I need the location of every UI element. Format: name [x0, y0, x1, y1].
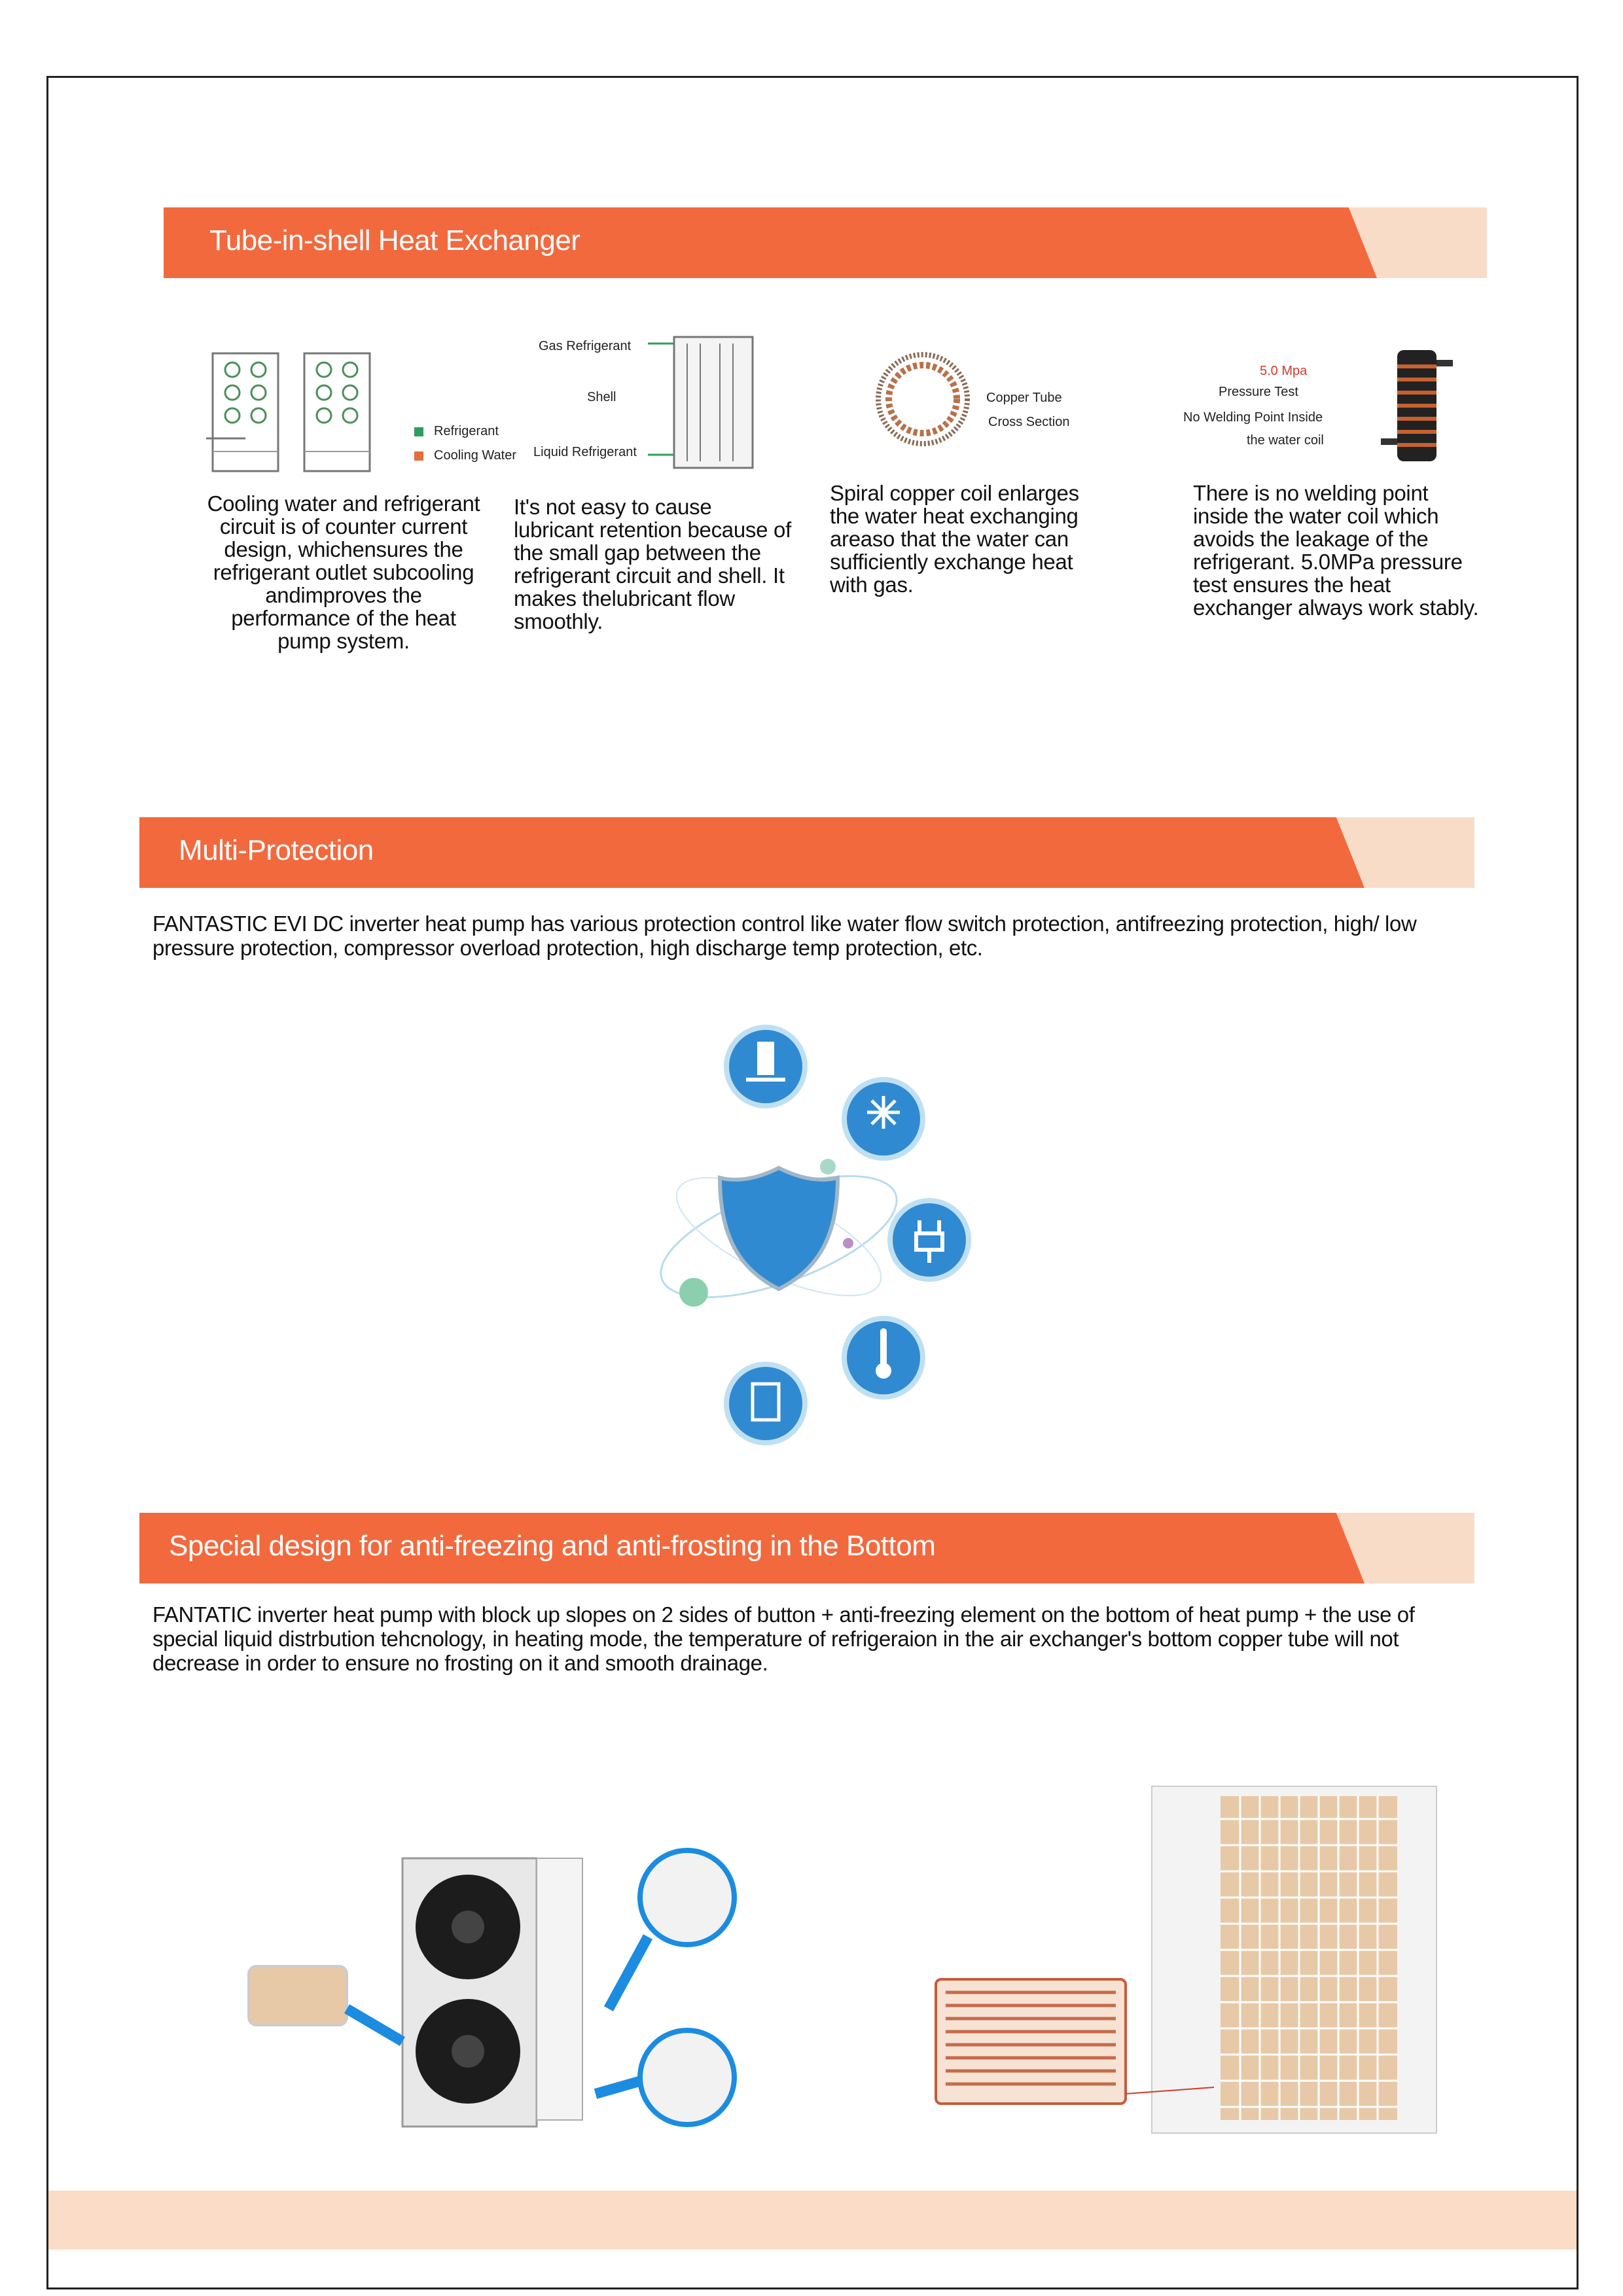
- heat-exchanger-bottom-image: [933, 1780, 1443, 2140]
- caption-lubricant: It's not easy to cause lubricant retention because of the small gap between the refrigerant circuit and shell. It makes thelubricant flow smoothly.: [514, 495, 791, 633]
- legend-swatch: [414, 451, 423, 461]
- label-cross-section: Cross Section: [988, 415, 1070, 429]
- banner-tail: [1330, 207, 1487, 278]
- copper-tube-cross-section: [874, 350, 972, 448]
- section-banner-protection: [139, 817, 1474, 888]
- banner-tail: [1317, 1513, 1474, 1583]
- section-title: Tube-in-shell Heat Exchanger: [209, 224, 580, 256]
- water-coil-image: [1378, 347, 1456, 465]
- legend-cooling-water: Cooling Water: [414, 448, 516, 463]
- shield-icon: [720, 1168, 838, 1289]
- label-gas-refrigerant: Gas Refrigerant: [539, 339, 632, 353]
- antifreeze-body: FANTATIC inverter heat pump with block up slopes on 2 sides of button + anti-freezing element on the bottom of heat pump + the use of special liquid distrbution tehcnology, in heating mode, the temperature of refrigeraion in the air exchanger's bottom copper tube will not decrease in order to ensure no frosting on it and smooth drainage.: [152, 1602, 1415, 1675]
- caption-spiral-coil: Spiral copper coil enlarges the water heat exchanging areaso that the water can sufficiently exchange heat with gas.: [830, 481, 1079, 597]
- label-copper-tube: Copper Tube: [986, 391, 1062, 405]
- banner-tail: [1317, 817, 1474, 888]
- compressor-icon: [726, 1364, 805, 1443]
- caption-counter-current: Cooling water and refrigerant circuit is of counter current design, whichensures the refrigerant outlet subcooling andimproves the performance of the heat pump system.: [207, 491, 480, 653]
- snowflake-icon: [844, 1080, 923, 1158]
- counter-current-diagram: [206, 347, 402, 478]
- section-banner-antifreeze: [139, 1513, 1474, 1583]
- label-pressure-value: 5.0 Mpa: [1260, 364, 1308, 378]
- heat-pump-unit-image: [242, 1845, 766, 2146]
- protection-body: FANTASTIC EVI DC inverter heat pump has various protection control like water flow switch protection, antifreezing protection, high/ low pressure protection, compressor overload protection, high discharge temp protection, etc.: [152, 911, 1417, 960]
- water-flow-icon: [726, 1027, 805, 1106]
- label-shell: Shell: [587, 390, 616, 404]
- thermometer-icon: [844, 1318, 923, 1397]
- label-water-coil: the water coil: [1247, 433, 1324, 448]
- section-banner-tube: [164, 207, 1487, 278]
- label-pressure-test: Pressure Test: [1219, 385, 1298, 399]
- protection-illustration: [648, 1021, 988, 1453]
- caption-no-welding: There is no welding point inside the water coil which avoids the leakage of the refrigerant. 5.0MPa pressure test ensures the heat exchanger always work stably.: [1193, 481, 1479, 620]
- shell-diagram: [648, 330, 766, 474]
- page-footer-bar: [48, 2191, 1577, 2250]
- legend-swatch: [414, 427, 423, 436]
- legend-refrigerant: Refrigerant: [414, 424, 499, 439]
- section-title: Multi-Protection: [179, 834, 374, 866]
- plug-icon: [890, 1201, 969, 1279]
- label-liquid-refrigerant: Liquid Refrigerant: [533, 445, 637, 459]
- label-no-welding: No Welding Point Inside: [1183, 410, 1323, 425]
- section-title: Special design for anti-freezing and anti-frosting in the Bottom: [169, 1530, 936, 1562]
